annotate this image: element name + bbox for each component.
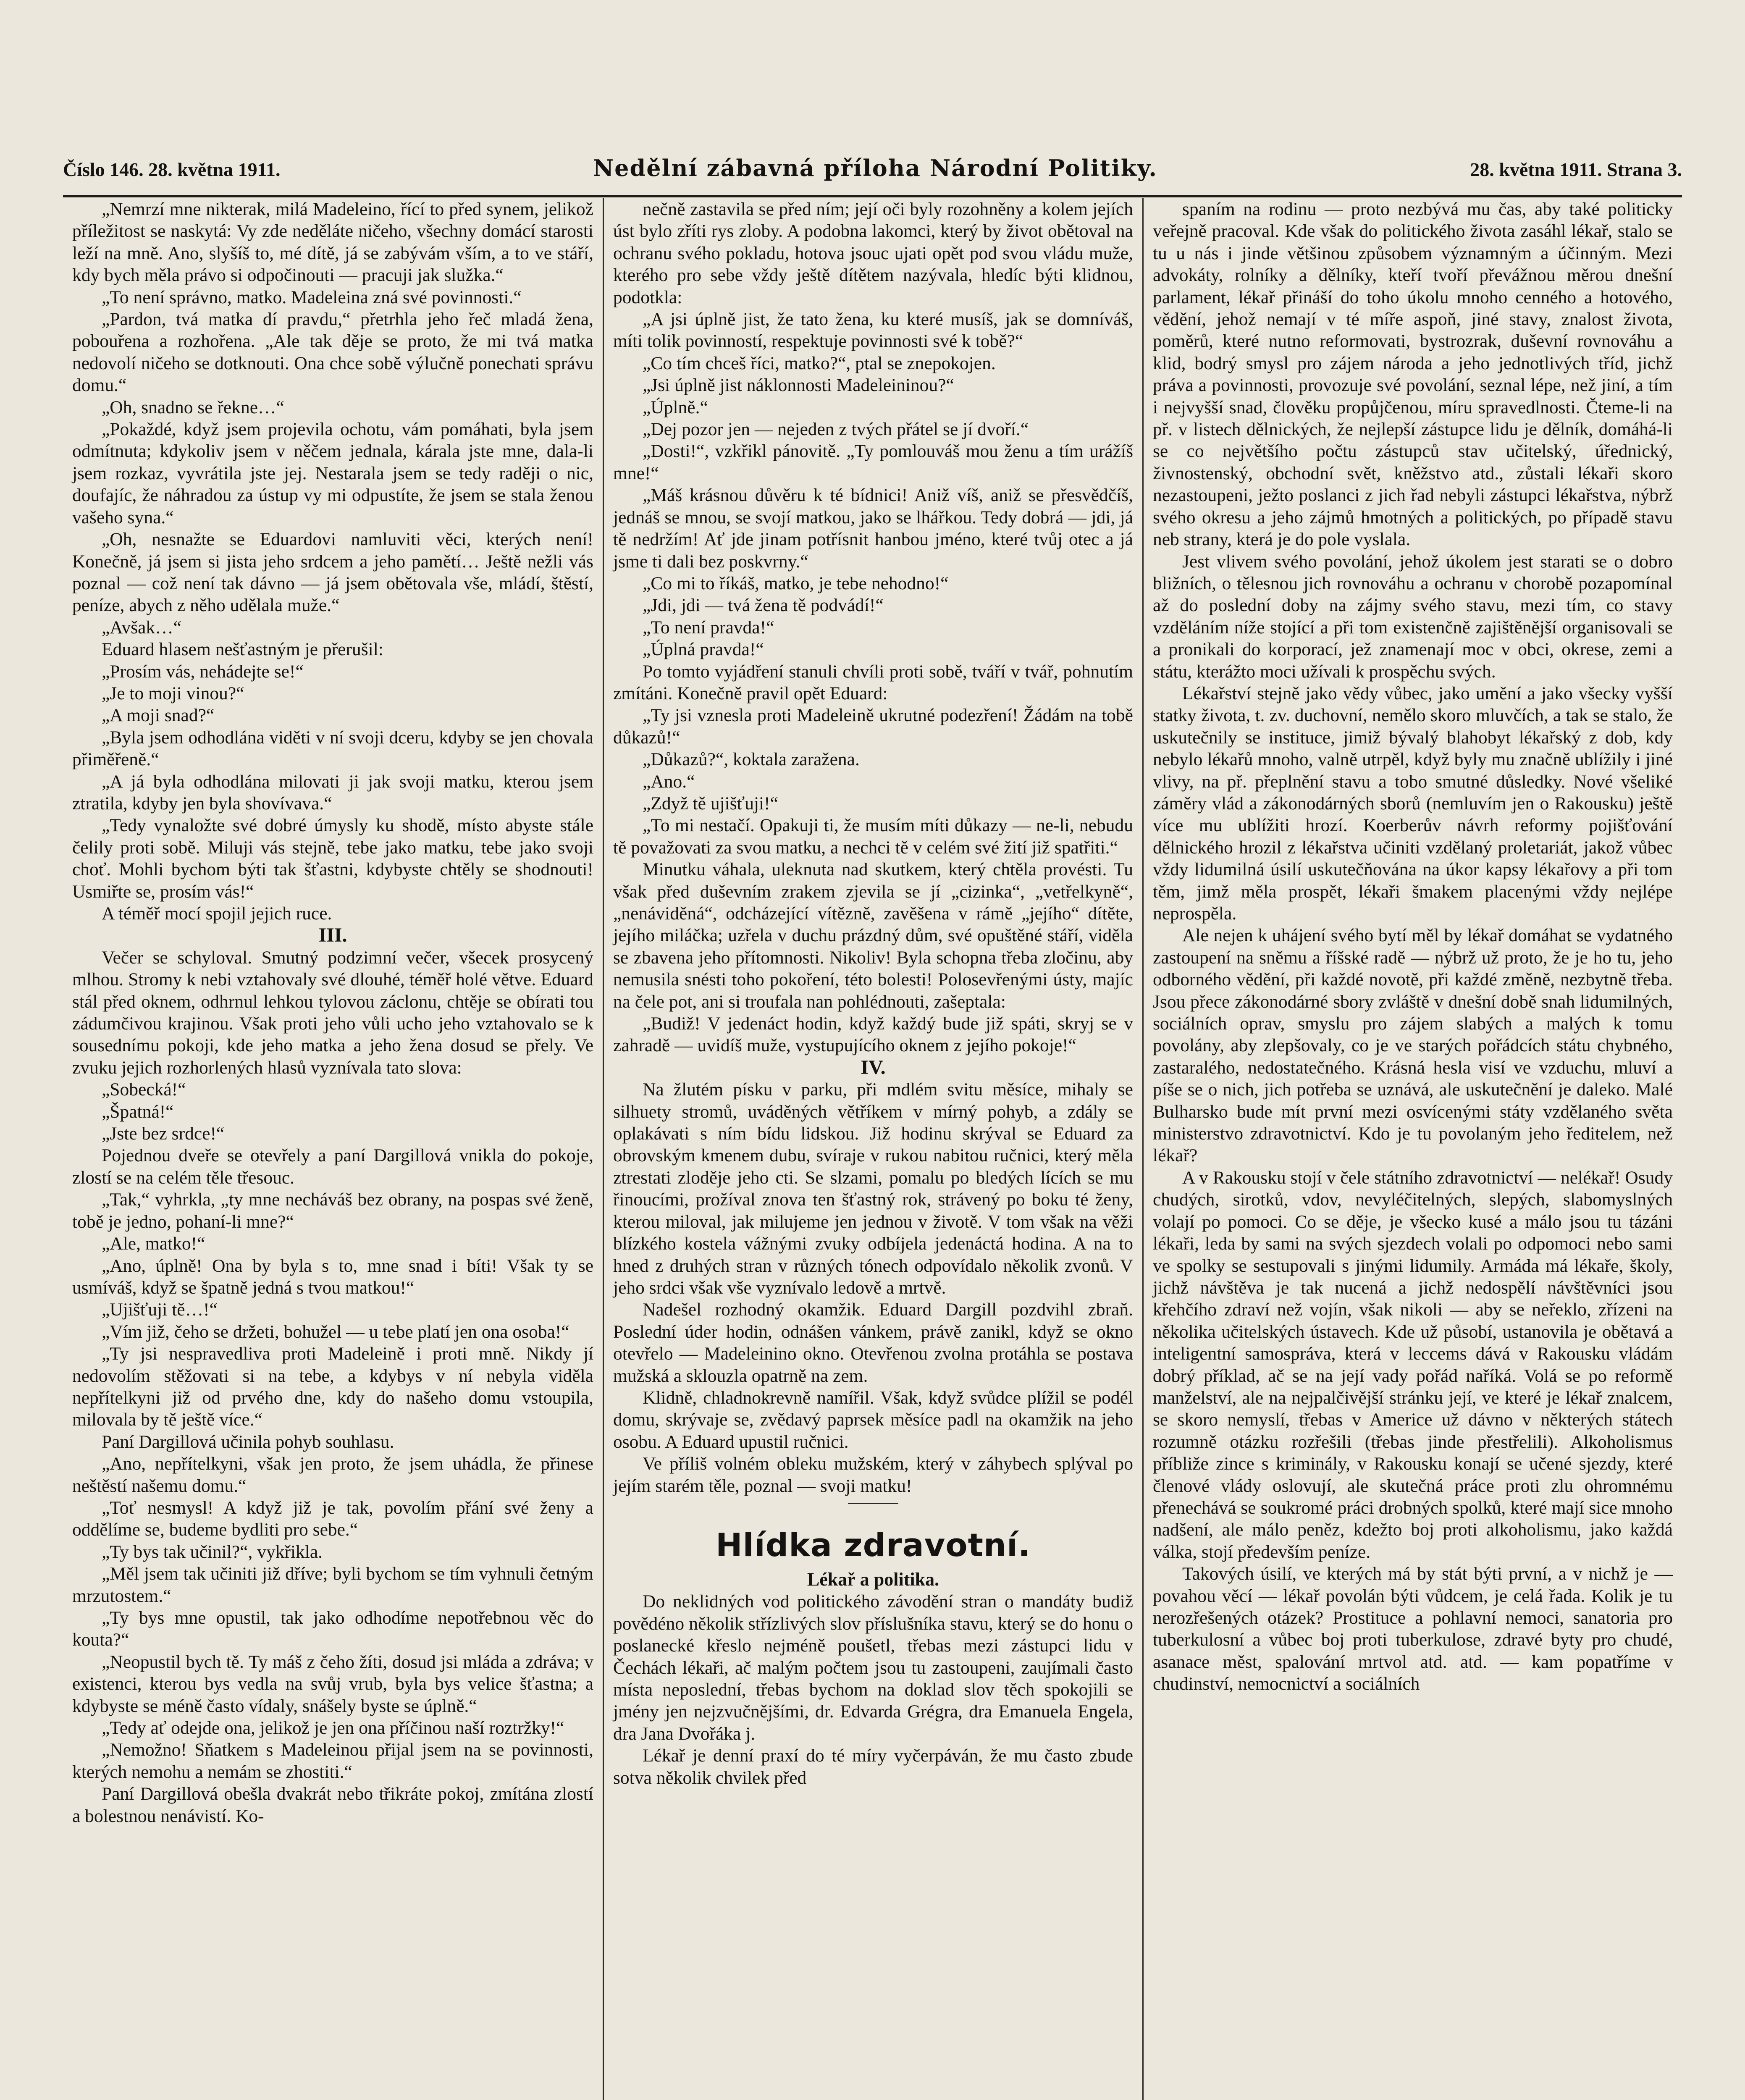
paragraph: Klidně, chladnokrevně namířil. Však, když svůdce plížil se podél domu, skrývaje se, zvědavý paprsek měsíce padl na okamžik na jeho osobu. A Eduard upustil ručnici.: [613, 1387, 1133, 1452]
column-3: [1142, 198, 1682, 2100]
paragraph: Lékař je denní praxí do té míry vyčerpáván, že mu často zbude sotva několik chvilek před: [613, 1746, 1133, 1788]
paragraph: „Ty jsi vznesla proti Madeleině ukrutné podezření! Žádám na tobě důkazů!“: [613, 705, 1133, 748]
article-subtitle: Lékař a politika.: [807, 1569, 939, 1590]
paragraph: „Pokaždé, když jsem projevila ochotu, vám pomáhati, byla jsem odmítnuta; kdykoliv jsem v něčem jednala, kárala jste mne, dala-li jsem rozkaz, vyvrátila jste jej. Nestarala jsem se tedy raději o nic, doufajíc, že náhradou za ústup vy mi odpustíte, že jsem se stala ženou vašeho syna.“: [72, 419, 593, 528]
paragraph: „Budiž! V jedenáct hodin, když každý bude již spáti, skryj se v zahradě — uvidíš muže, vystupujícího oknem z jejího pokoje!“: [613, 1013, 1133, 1056]
column-2-part-1: [613, 198, 1133, 1057]
paragraph: Minutku váhala, uleknuta nad skutkem, který chtěla provésti. Tu však před duševním zrakem zjevila se jí „cizinka“, „vetřelkyně“, „nenáviděná“, odcházející vítězně, zavěšena v rámě „jejího“ dítěte, jejího miláčka; uzřela v duchu prázdný dům, své opuštěné stáří, viděla se zbavena jeho přítomnosti. Nikoliv! Byla schopna třeba zločinu, aby nemusila snésti toho pokoření, této bolesti! Polosevřenými ústy, majíc na čele pot, ani si troufala nan pohlédnouti, zašeptala:: [613, 859, 1133, 1012]
paragraph: „Prosím vás, nehádejte se!“: [102, 661, 304, 682]
paragraph: A téměř mocí spojil jejich ruce.: [102, 903, 332, 924]
paragraph: „Důkazů?“, koktala zaražena.: [643, 749, 860, 770]
column-2-part-3: [613, 1591, 1133, 1789]
paragraph: „Co tím chceš říci, matko?“, ptal se znepokojen.: [643, 353, 996, 373]
paragraph: „Tak,“ vyhrkla, „ty mne necháváš bez obrany, na pospas své ženě, tobě je jedno, pohaní-li mne?“: [72, 1189, 593, 1232]
paragraph: Paní Dargillová učinila pohyb souhlasu.: [102, 1431, 394, 1452]
paragraph: „Toť nesmysl! A když již je tak, povolím přání své ženy a oddělíme se, budeme bydliti pro sebe.“: [72, 1497, 593, 1540]
paragraph: Eduard hlasem nešťastným je přerušil:: [102, 639, 383, 660]
section-number-iv: IV.: [861, 1056, 886, 1079]
paragraph: Po tomto vyjádření stanuli chvíli proti sobě, tváří v tvář, pohnutím zmítáni. Konečně pravil opět Eduard:: [613, 661, 1133, 704]
paragraph: „Ujišťuji tě…!“: [102, 1299, 218, 1320]
paragraph: Večer se schyloval. Smutný podzimní večer, všecek prosycený mlhou. Stromy k nebi vztahovaly své dlouhé, téměř holé větve. Eduard stál před oknem, odhrnul lehkou tylovou záclonu, chtěje se obírati tou zádumčivou krajinou. Však proti jeho vůli ucho jeho vztahovalo se k sousednímu pokoji, kde jeho matka a jeho žena dosud se přely. Ve zvuku jejich rozhorlených hlasů vyznívala tato slova:: [72, 947, 593, 1078]
column-1-part-2: [72, 947, 593, 1827]
column-3-part-1: [1153, 198, 1673, 1695]
paragraph: Paní Dargillová obešla dvakrát nebo třikráte pokoj, zmítána zlostí a bolestnou nenávistí. Ko-: [72, 1784, 593, 1826]
paragraph: „Oh, snadno se řekne…“: [102, 397, 284, 417]
paragraph: „Tedy vynaložte své dobré úmysly ku shodě, místo abyste stále čelily proti sobě. Miluji vás stejně, tebe jako matku, tebe jako svoji choť. Mohli bychom býti tak šťastni, kdybyste chtěly se shodnouti! Usmiřte se, prosím vás!“: [72, 815, 593, 902]
paragraph: „A jsi úplně jist, že tato žena, ku které musíš, jak se domníváš, míti tolik povinností, respektuje povinnosti své k tobě?“: [613, 309, 1133, 352]
paragraph: „A já byla odhodlána milovati ji jak svoji matku, kterou jsem ztratila, kdyby jen byla shovívava.“: [72, 771, 593, 814]
paragraph: „Ty bys tak učinil?“, vykřikla.: [102, 1541, 323, 1562]
paragraph: „Ano, úplně! Ona by byla s to, mne snad i bíti! Však ty se usmíváš, když se špatně jedná s tvou matkou!“: [72, 1255, 593, 1298]
paragraph: „Úplně.“: [643, 397, 708, 417]
separator-rule: [848, 1503, 898, 1504]
paragraph: „Co mi to říkáš, matko, je tebe nehodno!“: [643, 573, 949, 593]
paragraph: „Ano.“: [643, 771, 695, 792]
paragraph: Takových úsilí, ve kterých má by stát býti první, a v nichž je — povahou věcí — lékař povolán býti vůdcem, je celá řada. Kolik je tu nerozřešených otázek? Prostituce a pohlavní nemoci, sanatoria pro tuberkulosní a vůbec boj proti tuberkulose, zdravé byty pro chudé, asanace měst, spalování mrtvol atd. atd. — kam popatříme v chudinství, nemocnictví a sociálních: [1153, 1564, 1673, 1694]
paragraph: „Jsi úplně jist náklonnosti Madeleininou?“: [643, 375, 954, 396]
section-number-iii: III.: [318, 924, 347, 947]
column-2-part-2: [613, 1079, 1133, 1497]
paragraph: „Zdyž tě ujišťuji!“: [643, 793, 778, 814]
paragraph: „To není pravda!“: [643, 617, 774, 638]
column-1: [63, 198, 603, 2100]
paragraph: „To mi nestačí. Opakuji ti, že musím míti důkazy — ne-li, nebudu tě považovati za svou matku, a nechci tě v celém své žití již spatřiti.“: [613, 815, 1133, 858]
paragraph: „Tedy ať odejde ona, jelikož je jen ona příčinou naší roztržky!“: [102, 1718, 564, 1738]
paragraph: „Nemožno! Sňatkem s Madeleinou přijal jsem na se povinnosti, kterých nemohu a nemám se zhostiti.“: [72, 1740, 593, 1782]
paragraph: „Jdi, jdi — tvá žena tě podvádí!“: [643, 595, 884, 616]
paragraph: Pojednou dveře se otevřely a paní Dargillová vnikla do pokoje, zlostí se na celém těle třesouc.: [72, 1145, 593, 1188]
page-header: [63, 155, 1682, 197]
paragraph: „A moji snad?“: [102, 705, 215, 726]
publication-title: Nedělní zábavná příloha Národní Politiky.: [593, 155, 1158, 181]
paragraph: „To není správno, matko. Madeleina zná své povinnosti.“: [102, 287, 522, 307]
paragraph: Do neklidných vod politického závodění stran o mandáty budiž povědéno několik střízlivých slov příslušníka stavu, který se do honu o poslanecké křeslo nejméně poušetl, třebas mezi zástupci lidu v Čechách lékaři, ač malým počtem jsou tu zastoupeni, zaujímali často místa neposlední, třebas bychom na doklad slov těch spokojili se jmény jen nejzvučnějšími, dr. Edvarda Grégra, dra Emanuela Engela, dra Jana Dvořáka j.: [613, 1591, 1133, 1744]
paragraph: Lékařství stejně jako vědy vůbec, jako umění a jako všecky vyšší statky života, t. zv. duchovní, nemělo skoro mluvčích, a tak se stalo, že uskutečnily se instituce, jimiž bývalý blahobyt lékařský z dob, kdy nebylo lékařů mnoho, valně utrpěl, když byly mu značně ublížily i jiné vlivy, na př. přeplnění stavu a tobo smutné důsledky. Nové všeliké záměry vlád a zákonodárných sborů (nemluvím jen o Rakousku) ještě více mu ublížiti hrozí. Koerberův návrh reformy pojišťování dělnického hrozil z lékařstva učiniti vzdělaný proletariát, jakož vůbec vždy lidumilná úsilí uskutečňována na úkor kapsy lékařovy a při tom těm, jimž měla prospět, lékaři šmakem placenými vždy nejlépe neprospěla.: [1153, 683, 1673, 924]
paragraph: „Avšak…“: [102, 617, 182, 638]
paragraph: „Jste bez srdce!“: [102, 1124, 225, 1144]
paragraph: „Je to moji vinou?“: [102, 683, 244, 704]
paragraph: Ale nejen k uhájení svého bytí měl by lékař domáhat se vydatného zastoupení na sněmu a říšské radě — nýbrž už proto, že je ho tu, jeho odborného vědění, při každé novotě, při každé změně, nezbytně třeba. Jsou přece zákonodárné sbory zvláště v dnešní době snah lidumilných, sociálních oprav, smyslu pro zájem slabých a malých k tomu povolány, aby zlepšovaly, co je ve starých pořádcích státu chybného, zastaralého, nedostatečného. Krásná hesla visí ve vzduchu, mluví a píše se o nich, jich potřeba se uznává, ale uskutečnění je daleko. Malé Bulharsko bude mít první mezi osvícenými státy vzdělaného světa ministerstvo zdravotnictví. Kdo je tu povolaným jeho ředitelem, než lékař?: [1153, 925, 1673, 1166]
text-columns: [63, 198, 1682, 2100]
paragraph: „Špatná!“: [102, 1101, 174, 1122]
paragraph: „Máš krásnou důvěru k té bídnici! Aniž víš, aniž se přesvědčíš, jednáš se mnou, se svojí matkou, jako se lhářkou. Tedy dobrá — jdi, já tě nedržím! Ať jde jinam potřísnit hanbou jméno, které tvůj otec a já jsme ti dali bez poskvrny.“: [613, 485, 1133, 572]
paragraph: „Měl jsem tak učiniti již dříve; byli bychom se tím vyhnuli četným mrzutostem.“: [72, 1564, 593, 1606]
paragraph: „Neopustil bych tě. Ty máš z čeho žíti, dosud jsi mláda a zdráva; v existenci, kterou bys vedla na svůj vrub, byla bys velice šťastna; a kdybyste se méně často vídaly, snášely byste se úplně.“: [72, 1651, 593, 1716]
paragraph: spaním na rodinu — proto nezbývá mu čas, aby také politicky veřejně pracoval. Kde však do politického života zasáhl lékař, stalo se tu u nás i jinde většinou způsobem významným a účinným. Mezi advokáty, rolníky a dělníky, kteří tvoří převážnou měrou dnešní parlament, lékař přináší do toho úkolu mnoho cenného a hotového, vědění, jehož nemají v té míře aspoň, jiné stavy, znalost života, poměrů, které nutno reformovati, bystrozrak, duševní rovnováhu a klid, bodrý smysl pro zájem národa a jeho jednotlivých tříd, jichž práva a povinnosti, provozuje své povolání, seznal lépe, než jiní, a tím i nejvyšší snad, člověku propůjčenou, míru spravedlnosti. Čteme-li na př. v listech dělnických, že nejlepší zástupce lidu je dělník, domáhá-li se co největšího počtu zástupců stav učitelský, úřednický, živnostenský, obchodní svět, kněžstvo atd., zůstali lékaři skoro nezastoupeni, ježto poslanci z jich řad nebyli zástupci lékařstva, nýbrž svého okresu a jeho zájmů hmotných a politických, po případě stavu neb strany, která je do pole vyslala.: [1153, 199, 1673, 550]
paragraph: Nadešel rozhodný okamžik. Eduard Dargill pozdvihl zbraň. Poslední úder hodin, odnášen vánkem, právě zanikl, když se okno otevřelo — Madeleinino okno. Otevřenou zvolna protáhla se postava mužská a sklouzla opatrně na zem.: [613, 1299, 1133, 1386]
paragraph: „Dosti!“, vzkřikl pánovitě. „Ty pomlouváš mou ženu a tím urážíš mne!“: [613, 441, 1133, 483]
paragraph: A v Rakousku stojí v čele státního zdravotnictví — nelékař! Osudy chudých, sirotků, vdov, nevyléčitelných, slepých, slabomyslných volají po pomoci. Co se děje, je všecko kusé a málo jsou tu tázáni lékaři, leda by sami na svých sjezdech volali po odpomoci nebo sami ve spolky se sestupovali s jinými lidumily. Armáda má lékaře, školy, jichž návštěva je tak nucená a jichž nedospělí návštěvníci jsou křehčího zdraví než vojín, však nikoli — aby se neřeklo, zřízeni na několika učitelských ústavech. Kde už působí, ustanovila je obětavá a inteligentní samospráva, která v leccems dává v Rakousku vládám dobrý příklad, ač se na její vady pořád naříká. Volá se po reformě manželství, ale na nejpalčivější stránku její, ve které je lékař znalcem, se skoro nemyslí, třebas v Americe už dávno v některých státech rozumně otázku rozřešili (třebas jinde přestřelili). Alkoholismus příbliže zince s kriminály, v Rakousku konají se učené sjezdy, které členové vlády oslovují, ale skutečná práce proti zlu ohromnému přenechává se soukromé práci drobných spolků, které mají sice mnoho nadšení, ale málo peněz, kdežto boj proti alkoholismu, jako každá válka, stojí především peníze.: [1153, 1167, 1673, 1562]
column-2: [603, 198, 1142, 2100]
paragraph: Ve příliš volném obleku mužském, který v záhybech splýval po jejím starém těle, poznal — svoji matku!: [613, 1454, 1133, 1496]
paragraph: „Nemrzí mne nikterak, milá Madeleino, řící to před synem, jelikož příležitost se naskytá: Vy zde neděláte ničeho, všechny domácí starosti leží na mně. Ano, slyšíš to, mé dítě, já se zabývám vším, a to ve stáří, kdy bych měla právo si odpočinouti — pracuji jak služka.“: [72, 199, 593, 286]
column-1-part-1: [72, 198, 593, 924]
paragraph: „Úplná pravda!“: [643, 639, 764, 660]
paragraph: „Sobecká!“: [102, 1079, 186, 1100]
paragraph: „Byla jsem odhodlána viděti v ní svoji dceru, kdyby se jen chovala přiměřeně.“: [72, 727, 593, 770]
paragraph: „Dej pozor jen — nejeden z tvých přátel se jí dvoří.“: [643, 419, 1029, 440]
paragraph: „Ano, nepřítelkyni, však jen proto, že jsem uhádla, že přinese neštěstí našemu domu.“: [72, 1454, 593, 1496]
page-number-right: 28. května 1911. Strana 3.: [1470, 159, 1682, 180]
paragraph: Jest vlivem svého povolání, jehož úkolem jest starati se o dobro bližních, o tělesnou jich rovnováhu a ochranu v chorobě pozapomínal až do poslední doby na zájmy svého stavu, mezi tím, co stavy vzděláním níže stojící a při tom existenčně zajištěnější organisovali se a pronikali do korporací, jež znamenají moc v obci, okrese, zemi a státu, kterážto moci užívali k prospěchu svých.: [1153, 551, 1673, 682]
paragraph: „Pardon, tvá matka dí pravdu,“ přetrhla jeho řeč mladá žena, pobouřena a rozhořena. „Ale tak děje se proto, že mi tvá matka nedovolí ničeho se dotknouti. Ona chce sobě výlučně ponechati správu domu.“: [72, 309, 593, 396]
issue-date-left: Číslo 146. 28. května 1911.: [63, 159, 281, 180]
rubric-title: Hlídka zdravotní.: [716, 1526, 1031, 1564]
paragraph: „Ty bys mne opustil, tak jako odhodíme nepotřebnou věc do kouta?“: [72, 1608, 593, 1650]
paragraph: nečně zastavila se před ním; její oči byly rozohněny a kolem jejích úst bylo zříti rys zloby. A podobna lakomci, který by život obětoval na ochranu svého pokladu, hotova jsouc ujati opět pod svou vládu muže, kterého pro sebe vždy ještě dítětem nazývala, hledíc býti klidnou, podotkla:: [613, 199, 1133, 307]
paragraph: „Ty jsi nespravedliva proti Madeleině i proti mně. Nikdy jí nedovolím stěžovati si na tebe, a kdybys v ní nebyla viděla nepřítelkyni již od prvého dne, kdy do našeho domu vstoupila, milovala by tě ještě více.“: [72, 1344, 593, 1430]
paragraph: Na žlutém písku v parku, při mdlém svitu měsíce, mihaly se silhuety stromů, uváděných větříkem v mírný pohyb, a zdály se oplakávati s ním bídu lidskou. Již hodinu skrýval se Eduard za obrovským kmenem dubu, svíraje v rukou nabitou ručnici, který měla ztrestati zloděje jeho cti. Se slzami, pomalu po bledých lících se mu řinoucími, prožíval znova ten šťastný rok, strávený po boku té ženy, kterou miloval, jak milujeme jen jednou v životě. V tom však na věži blízkého kostela vážnými zvuky odbíjela jedenáctá hodina. A na to hned z druhých stran v různých tónech odpovídalo několik zvonů. V jeho srdci však vše vyznívalo ledově a mrtvě.: [613, 1079, 1133, 1298]
paragraph: „Vím již, čeho se držeti, bohužel — u tebe platí jen ona osoba!“: [102, 1321, 569, 1342]
paragraph: „Oh, nesnažte se Eduardovi namluviti věci, kterých není! Konečně, já jsem si jista jeho srdcem a jeho pamětí… Ještě nežli vás poznal — což není tak dávno — já jsem obětovala vše, mládí, štěstí, peníze, abych z něho udělala muže.“: [72, 529, 593, 616]
paragraph: „Ale, matko!“: [102, 1234, 205, 1254]
